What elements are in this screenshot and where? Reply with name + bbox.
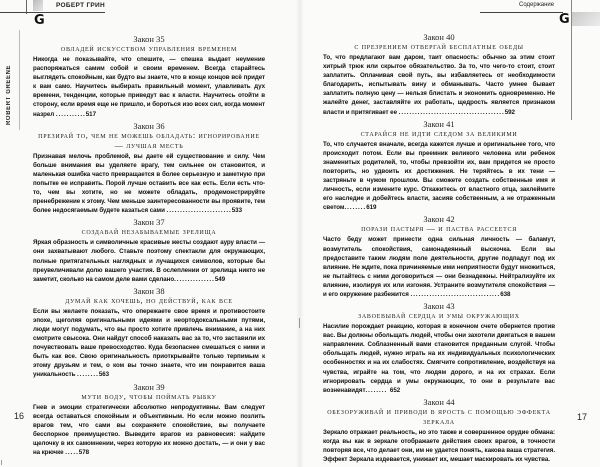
law-title: создавай незабываемые зрелища (81, 227, 217, 237)
law-title: завоевывай сердца и умы окружающих (358, 311, 520, 321)
law-summary: Гнев и эмоции стратегически абсолютно непродуктивны. Вам следует всегда оставаться спокойным и объективным. Но если можно позлить врагов тем, что сами вы сохраняете спокойствие, вы получаете бесспорное преимущество. Выведите врагов из равновесия: найдите щелочку в их самомнении, через которую их можно достать, — и они у вас на крючке .....578 (33, 403, 265, 456)
g-logo-icon: G (34, 13, 45, 28)
law-title: порази пастыря — и паства рассеется (361, 224, 517, 234)
law-number: Закон 42 (423, 214, 455, 225)
law-summary: То, что случается вначале, всегда кажется лучше и оригинальнее того, что происходит потом. Если вы преемник великого человека или ребенок знаменитых родителей, то, чтобы превзойти их, вам придется не просто повторить, но удвоить их достижения. Не теряйтесь в их тени — застряньте в чужом прошлом. Вы сможете создать собственные имя и личность, если измените курс. Откажитесь от властного отца, заклеймите его наследие и добейтесь власти, засияв собственным, а не отраженным светом........619 (323, 140, 555, 212)
side-author-label: ROBERT GREENE (6, 64, 12, 125)
law-page-number: 592 (504, 108, 515, 116)
law-page-number: 563 (98, 371, 109, 379)
scan-artifact (1, 460, 2, 465)
law-summary: Яркая образность и символичные красивые жесты создают ауру власти — они захватывают любого. Ставьте поэтому спектакли для окружающих, полные притягательных наглядных и лучащихся символов, которые бы преувеличивали долю вашего участия. В ослеплении от зрелища никто не заметит, сколько на самом деле вами сделано...............549 (33, 239, 265, 283)
toc-left-column (33, 34, 265, 459)
toc-entry-law-36[interactable] (33, 121, 265, 216)
toc-right-column (323, 32, 555, 466)
law-number: Закон 35 (133, 34, 165, 44)
law-summary: Никогда не показывайте, что спешите, — спешка выдает неумение распоряжаться самим собой и своим временем. Всегда старайтесь выглядеть спокойным, как будто вы знаете, что в конце концов всё придет к вам само. Научитесь выбирать правильный момент, улавливать дух времени, тенденции, которые приведут вас к власти. Научитесь отойти в сторону, если время еще не пришло, и бороться изо всех сил, когда момент назрел ...........517 (33, 56, 265, 118)
toc-entry-law-43[interactable] (323, 301, 555, 395)
toc-entry-law-40[interactable] (323, 32, 555, 117)
law-summary: Признавая мелочь проблемой, вы даете ей существование и силу. Чем больше внимания вы уделяете врагу, тем сильнее он становится, и маленькая ошибка часто превращается в более серьезную и заметную при попытке ее исправить. Порой лучше оставить все как есть. Если есть что-то, чем вы хотите, но не можете обладать, продемонстрируйте пренебрежение к этому. Чем меньше заинтересованности вы проявите, тем более недосягаемым будете казаться сами ........................533 (33, 152, 265, 215)
law-number: Закон 39 (133, 381, 165, 392)
law-summary: Зеркало отражает реальность, но это также и совершенное орудие обмана: когда вы как в зеркале отображаете действия своих врагов, в точности повторяя все, что делает они, им не удается понять, какова ваша стратегия. Эффект Зеркала издевается, унижает их, мешает маскировать их чувства. (323, 428, 555, 464)
law-title: с презрением отвергай бесплатные обеды (354, 42, 524, 51)
law-number: Закон 40 (423, 32, 455, 42)
header-right-gray-box (572, 12, 600, 26)
law-title: старайся не идти следом за великими (360, 128, 518, 138)
page-number-left: 16 (14, 411, 25, 421)
law-summary: Если вы желаете показать, что опережаете свое время и противостоите эпохе, щеголяя оригинальными идеями и неортодоксальными путями, люди могут подумать, что вы просто хотите привлечь внимание, а на них смотрите свысока. Они найдут способ наказать вас за то, что заставили их почувствовать ваше превосходство. Куда безопаснее смешаться с ними и быть как все. Свою оригинальность приоткрывайте только терпимым к этому друзьям и тем, о ком вы точно знаете, что им понравится ваша уникальность ........563 (33, 307, 265, 379)
law-number: Закон 43 (423, 301, 455, 312)
law-page-number: 549 (214, 275, 226, 283)
toc-entry-law-35[interactable] (33, 34, 265, 119)
law-number: Закон 44 (423, 396, 455, 407)
book-spine-shadow (296, 0, 304, 467)
side-divider (19, 30, 20, 130)
g-logo-icon: G (559, 12, 570, 27)
law-number: Закон 36 (133, 120, 165, 131)
header-right-rule (480, 12, 563, 13)
toc-entry-law-38[interactable] (33, 286, 265, 380)
law-page-number: 533 (231, 207, 242, 215)
toc-entry-law-44[interactable] (323, 397, 555, 464)
law-title: овладей искусством управления временем (60, 44, 238, 53)
law-summary: Часто беду может принести одна сильная личность — баламут, возмутитель спокойствия, самонадеянный выскочка. Если вы предоставите таким людям поле деятельности, другие подпадут под их влияние. Не ждите, пока причиняемые ими неприятности будут множиться, не пытайтесь с ними договориться — они безнадежны. Нейтрализуйте их влияние, изолируя их или изгоняя. Устраните возмутителя спокойствия — и его окружение разбежится .................................638 (323, 236, 555, 298)
law-title: думай как хочешь, но действуй, как все (65, 295, 233, 305)
law-page-number: 638 (500, 290, 511, 298)
page-number-right: 17 (577, 412, 588, 422)
law-number: Закон 38 (133, 285, 165, 296)
running-header-author: РОБЕРТ ГРИН (56, 2, 106, 9)
law-title: обезоруживай и приводи в ярость с помощью эффекта зеркала (327, 406, 551, 426)
law-summary: То, что предлагают вам даром, таит опасность: обычно за этим стоит хитрый трюк или скрытое обязательство. За то, что чего-то стоит, стоит заплатить. Оплачивая свой путь, вы избавляетесь от необходимости благодарить, испытывать вину и обманывать. Часто умнее бывает заплатить полную цену — нельзя блистать и экономить одновременно. Не жалейте денег, заставляйте их работать, щедрость является признаком власти и притягивает ее .......................................592 (323, 54, 555, 116)
header-left-gray-box (33, 0, 43, 11)
toc-entry-law-39[interactable] (33, 382, 265, 458)
running-header-section: Содержание (519, 2, 555, 8)
law-title: мути воду, чтобы поймать рыбку (81, 391, 217, 401)
law-page-number: 578 (78, 449, 89, 456)
law-number: Закон 37 (133, 217, 165, 228)
law-number: Закон 41 (423, 118, 455, 129)
law-page-number: 517 (85, 110, 96, 118)
law-summary: Насилие порождает реакцию, которая в конечном счете обернется против вас. Вы должны обольщать людей, чтобы они захотели двигаться в вашем направлении. Соблазненный вами становится преданным слугой. Чтобы обольщать людей, нужно играть на их индивидуальных психологических особенностях и на их слабостях. Смягчите сопротивление, воздействуя на чувства, играйте на том, что людям дорого, и на их страхах. Если игнорировать сердца и умы окружающих, то они в результате вас возненавидят........ 652 (323, 323, 555, 394)
toc-entry-law-42[interactable] (323, 214, 555, 299)
law-title: презирай то, чем не можешь обладать: игнорирование — лучшая месть (38, 130, 260, 150)
toc-entry-law-41[interactable] (323, 119, 555, 213)
scan-artifact (299, 318, 300, 328)
header-left-rule (0, 12, 105, 13)
law-page-number: 652 (389, 386, 401, 394)
toc-entry-law-37[interactable] (33, 217, 265, 283)
law-page-number: 619 (366, 204, 377, 212)
